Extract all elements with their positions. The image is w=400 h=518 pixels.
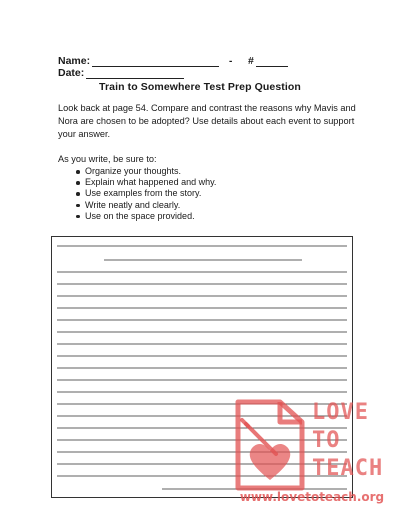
worksheet-title: Train to Somewhere Test Prep Question	[99, 81, 301, 93]
list-item	[76, 200, 216, 211]
instructions-list	[76, 166, 216, 222]
bullet-icon	[76, 204, 80, 208]
number-field-row	[248, 55, 288, 67]
logo-word-love: LOVE	[312, 400, 369, 425]
date-label: Date:	[58, 67, 85, 79]
list-item-text: Use on the space provided.	[85, 210, 195, 221]
list-item	[76, 188, 216, 199]
list-item	[76, 166, 216, 177]
logo-word-to: TO	[312, 428, 341, 453]
header-dash: -	[229, 56, 233, 67]
list-item-text: Use examples from the story.	[85, 188, 202, 199]
name-label: Name:	[58, 55, 91, 67]
instructions-intro: As you write, be sure to:	[58, 154, 157, 164]
list-item	[76, 211, 216, 222]
logo-url: www.lovetoteach.org	[239, 490, 385, 504]
date-field-row	[58, 67, 184, 79]
name-blank-line[interactable]	[92, 55, 219, 67]
list-item	[76, 177, 216, 188]
list-item-text: Explain what happened and why.	[85, 177, 217, 188]
number-label: #	[248, 55, 254, 67]
bullet-icon	[76, 192, 80, 196]
logo-word-teach: TEACH	[312, 456, 384, 481]
bullet-icon	[76, 170, 80, 174]
name-field-row	[58, 55, 219, 67]
bullet-icon	[76, 181, 80, 185]
list-item-text: Organize your thoughts.	[85, 166, 182, 176]
question-prompt: Look back at page 54. Compare and contrast the reasons why Mavis and Nora are chosen to be adopted? Use details about each event to support your answer.	[58, 103, 356, 139]
date-blank-line[interactable]	[86, 67, 184, 79]
number-blank-line[interactable]	[256, 55, 288, 67]
bullet-icon	[76, 215, 80, 219]
list-item-text: Write neatly and clearly.	[85, 199, 181, 210]
